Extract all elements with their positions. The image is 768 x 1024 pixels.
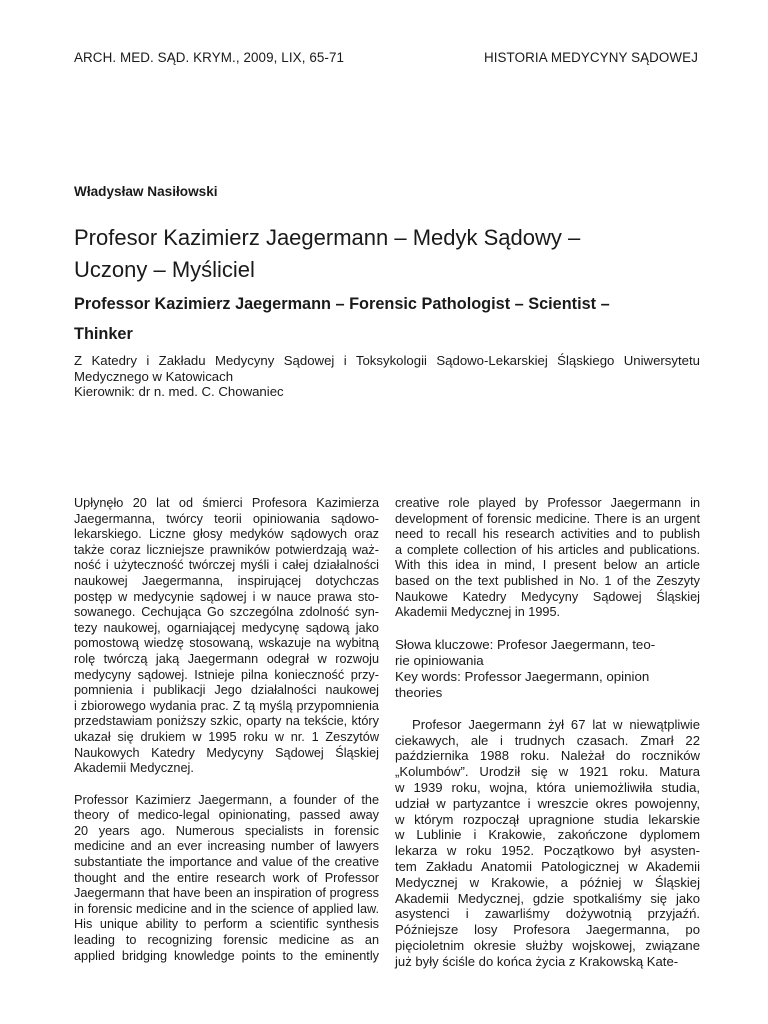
text-line: development of forensic medicine. There is an urgent (395, 511, 700, 526)
text-line: udział w partyzantce i wreszcie okres powojenny, (395, 795, 700, 811)
text-line: asystenci i zawarliśmy dożywotnią przyjaźń. (395, 906, 700, 922)
text-line: „Kolumbów”. Urodził się w 1921 roku. Matura (395, 764, 700, 780)
keywords (395, 637, 700, 701)
journal-citation: ARCH. MED. SĄD. KRYM., 2009, LIX, 65-71 (74, 50, 345, 65)
text-line: tem Zakładu Anatomii Patologicznej w Akademii (395, 858, 700, 874)
text-line: theory of medico-legal opinionating, passed away (74, 808, 379, 823)
text-line: ność i użyteczność twórczej myśli i całej działalności (74, 558, 379, 573)
text-line: lekarza w roku 1952. Początkowo był asysten- (395, 843, 700, 859)
text-line: Słowa kluczowe: Profesor Jaegermann, teo- (395, 636, 656, 652)
text-line: pięcioletnim okresie służby wojskowej, związane (395, 937, 700, 953)
abstract-english-continued (395, 496, 700, 621)
text-line: w 1939 roku, wojna, która uniemożliwiła studia, (395, 779, 700, 795)
text-line: sowanego. Cechująca Go szczególna zdolność syn- (74, 605, 379, 620)
text-line: także coraz liczniejsze prawników potwierdzają waż- (74, 542, 379, 557)
right-column (395, 496, 700, 970)
title-english-line: Thinker (74, 325, 133, 343)
title-polish (74, 222, 714, 286)
affiliation-line: Z Katedry i Zakładu Medycyny Sądowej i Toksykologii Sądowo-Lekarskiej Śląskiego Uniwersytetu (74, 353, 700, 368)
text-line: ukazał się drukiem w 1995 roku w nr. 1 Zeszytów (74, 729, 379, 744)
affiliation (74, 353, 700, 400)
text-line: rie opiniowania (395, 652, 484, 668)
text-line: applied bridging knowledge points to the eminently (74, 948, 379, 963)
title-english (74, 289, 714, 349)
text-line: ciekawych, ale i trudnych czasach. Zmarł 22 (395, 732, 700, 748)
text-line: medycyny sądowej. Istnieje pilna konieczność przy- (74, 667, 379, 682)
text-line: Key words: Professor Jaegermann, opinion (395, 668, 650, 684)
text-line: października 1988 roku. Należał do roczników (395, 748, 700, 764)
text-line: Jaegermanna, twórcy teorii opiniowania sądowo- (74, 511, 379, 526)
text-line: Upłynęło 20 lat od śmierci Profesora Kazimierza (74, 496, 379, 510)
text-line: Naukowe Katedry Medycyny Sądowej Śląskiej (395, 589, 700, 604)
title-polish-line: Uczony – Myśliciel (74, 257, 255, 282)
section-name: HISTORIA MEDYCYNY SĄDOWEJ (483, 50, 698, 65)
text-line: w Lublinie i Krakowie, zakończone dyplomem (395, 827, 700, 843)
text-line: leading to recognizing forensic medicine as an (74, 933, 379, 948)
text-line: pomnienia i publikacji Jego działalności naukowej (74, 683, 379, 698)
text-line: postęp w medycynie sądowej i w nauce prawa sto- (74, 589, 379, 604)
body-text (395, 717, 700, 970)
left-column (74, 496, 379, 964)
text-line: creative role played by Professor Jaegermann in (395, 496, 700, 510)
text-line: need to recall his research activities and to publish (395, 527, 700, 542)
text-line: His unique ability to perform a scientific synthesis (74, 917, 379, 932)
text-line: i zbiorowego wydania prac. Z tą myślą przypomnienia (74, 698, 379, 713)
text-line: tezy naukowej, ogarniającej medycynę sądową jako (74, 620, 379, 635)
affiliation-line: Medycznego w Katowicach (74, 368, 234, 384)
text-line: Akademii Medycznej, gdzie spotkaliśmy się jako (395, 890, 700, 906)
author-name: Władysław Nasiłowski (74, 184, 218, 199)
text-line: With this idea in mind, I present below an article (395, 558, 700, 573)
abstract-polish (74, 496, 379, 777)
text-line: substantiate the importance and value of the creative (74, 855, 379, 870)
text-line: theories (395, 684, 443, 700)
text-line: Późniejsze losy Profesora Jaegermanna, po (395, 922, 700, 938)
title-polish-line: Profesor Kazimierz Jaegermann – Medyk Sądowy – (74, 225, 581, 250)
text-line: naukowej Jaegermanna, inspirującej dotychczas (74, 573, 379, 588)
text-line: in forensic medicine and in the science of applied law. (74, 901, 379, 916)
text-line: lekarskiego. Liczne głosy medyków sądowych oraz (74, 527, 379, 542)
text-line: a complete collection of his articles and publications. (395, 542, 700, 557)
text-line: medicine and an ever increasing number of lawyers (74, 839, 379, 854)
text-line: Naukowych Katedry Medycyny Sądowej Śląskiej (74, 745, 379, 760)
text-line: już były ściśle do końca życia z Krakowską Kate- (395, 953, 679, 969)
title-english-line: Professor Kazimierz Jaegermann – Forensic Pathologist – Scientist – (74, 295, 610, 313)
text-line: pomostową wiedzę stosowaną, wskazuje na wybitną (74, 636, 379, 651)
text-line: Profesor Jaegermann żył 67 lat w niewątpliwie (412, 716, 700, 732)
text-line: rolę twórczą jaką Jaegermann odegrał w rozwoju (74, 651, 379, 666)
text-line: 20 years ago. Numerous specialists in forensic (74, 823, 379, 838)
abstract-english (74, 793, 379, 965)
text-line: Akademii Medycznej. (74, 761, 194, 776)
text-line: based on the text published in No. 1 of the Zeszyty (395, 573, 700, 588)
text-line: przedstawiam poniższy szkic, oparty na tekście, który (74, 714, 379, 729)
text-line: Akademii Medycznej in 1995. (395, 605, 561, 620)
affiliation-head: Kierownik: dr n. med. C. Chowaniec (74, 384, 284, 400)
text-line: Professor Kazimierz Jaegermann, a founder of the (74, 792, 379, 807)
running-header (74, 50, 698, 65)
text-line: Medycznej w Krakowie, a później w Śląskiej (395, 874, 700, 890)
text-line: thought and the entire research work of Professor (74, 870, 379, 885)
text-line: Jaegermann that have been an inspiration of progress (74, 886, 379, 901)
text-line: w którym rozpoczął upragnione studia lekarskie (395, 811, 700, 827)
